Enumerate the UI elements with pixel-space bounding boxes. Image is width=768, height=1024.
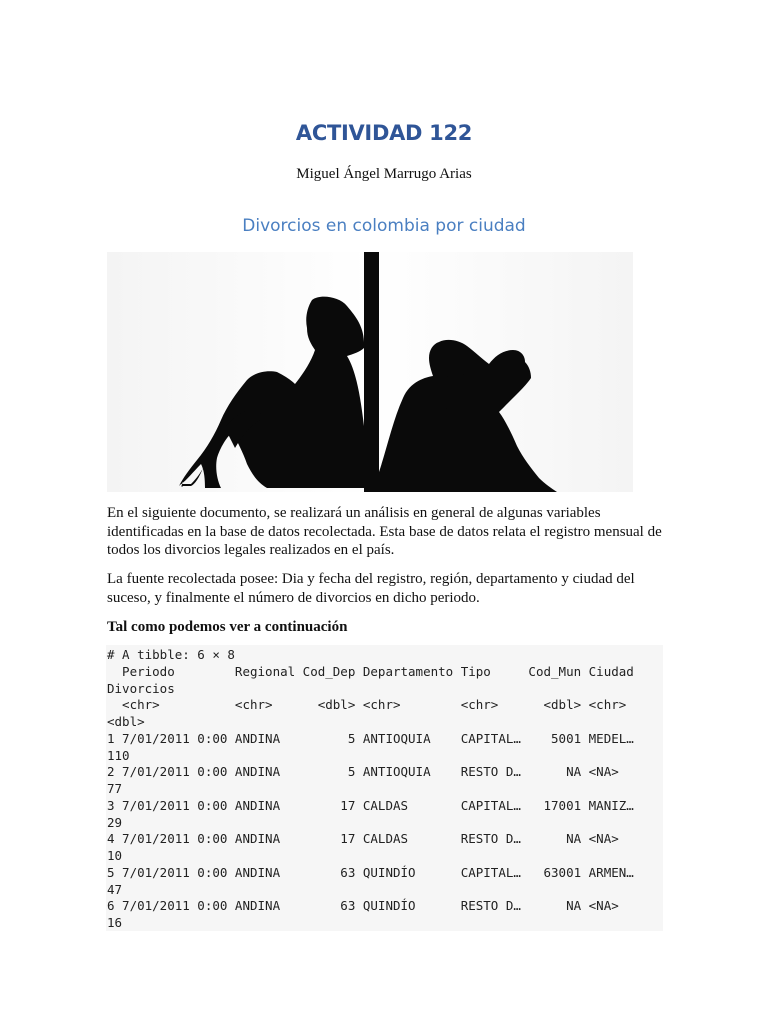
code-line: 16 [107,915,123,930]
code-line: 110 [107,747,130,763]
author-name: Miguel Ángel Marrugo Arias [296,166,472,182]
code-line: 3 7/01/2011 0:00 ANDINA 17 CALDAS CAPITAL… 17001 MANIZ… [107,797,634,813]
code-line: 6 7/01/2011 0:00 ANDINA 63 QUINDÍO RESTO D… NA <NA> [107,898,619,914]
code-line: 4 7/01/2011 0:00 ANDINA 17 CALDAS RESTO D… NA <NA> [107,831,619,847]
code-line: Divorcios [107,680,175,696]
code-line: 29 [107,814,123,830]
divider-wall [364,252,379,492]
source-paragraph: La fuente recolectada posee: Dia y fecha del registro, región, departamento y ciudad del suceso, y finalmente el número de divorcios en dicho periodo. [107,571,635,606]
code-output-block [106,645,663,931]
code-line: 5 7/01/2011 0:00 ANDINA 63 QUINDÍO CAPITAL… 63001 ARMEN… [107,864,634,880]
code-line: # A tibble: 6 × 8 [107,647,235,662]
divorce-silhouette-icon [107,252,633,492]
code-line: 47 [107,881,123,897]
intro-paragraph: En el siguiente documento, se realizará un análisis en general de algunas variables identificadas en la base de datos recolectada. Esta base de datos relata el registro mensual de todos los divorcios legales realizados en el país. [107,505,662,558]
code-line: 10 [107,848,123,863]
divorce-silhouette-image [107,252,633,492]
code-line: Periodo Regional Cod_Dep Departamento Tipo Cod_Mun Ciudad [107,663,634,679]
code-line: 2 7/01/2011 0:00 ANDINA 5 ANTIOQUIA RESTO D… NA <NA> [107,764,619,780]
section-heading: Divorcios en colombia por ciudad [242,216,526,236]
lead-in-text: Tal como podemos ver a continuación [107,619,348,635]
code-line: <chr> <chr> <dbl> <chr> <chr> <dbl> <chr> [107,697,627,713]
document-title: ACTIVIDAD 122 [295,121,473,145]
code-line: <dbl> [107,714,145,729]
code-line: 1 7/01/2011 0:00 ANDINA 5 ANTIOQUIA CAPITAL… 5001 MEDEL… [107,730,634,746]
tibble-output [106,645,663,932]
code-line: 77 [107,781,123,796]
